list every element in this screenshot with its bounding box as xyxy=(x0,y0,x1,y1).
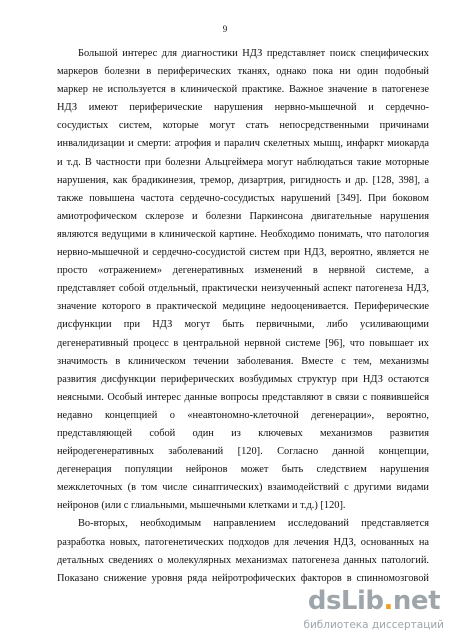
page-number: 9 xyxy=(222,24,228,34)
text-line: Большой интерес для диагностики НДЗ представляет поиск специфических xyxy=(78,48,429,59)
text-line: значение которого в практической медицине недооценивается. Периферические xyxy=(57,301,429,313)
text-line: Показано снижение уровня ряда нейротрофических факторов в спинномозговой xyxy=(57,572,429,584)
text-line: также повышена частота сердечно-сосудистых нарушений [349]. При боковом xyxy=(57,192,429,204)
text-line: нервно-мышечной и сердечно-сосудистой систем при НДЗ, вероятно, является не xyxy=(57,247,429,259)
logo-dot: . xyxy=(383,586,393,616)
logo-main: dsLib xyxy=(307,586,384,616)
site-watermark xyxy=(303,584,450,637)
text-line: сосудистых систем, которые могут стать непосредственными причинами xyxy=(57,120,429,132)
text-line: нейронов (или с глиальными, мышечными клетками и т.д.) [120]. xyxy=(57,500,346,512)
text-line: амиотрофическом склерозе и болезни Паркинсона двигательные нарушения xyxy=(57,210,429,222)
text-line: недавно концепцией о «неавтономно-клеточной дегенерации», вероятно, xyxy=(57,409,429,421)
text-line: разработка новых, патогенетических подходов для лечения НДЗ, основанных на xyxy=(57,536,429,548)
watermark-caption: библиотека диссертаций xyxy=(303,619,444,631)
logo-tld: net xyxy=(392,586,440,616)
text-line: и т.д. В частности при болезни Альцгеймера могут наблюдаться такие моторные xyxy=(57,156,429,168)
text-line: просто «отражением» дегенеративных изменений в нервной системе, а xyxy=(57,265,429,277)
text-line: дегенерация популяции нейронов может быть следствием нарушения xyxy=(57,464,429,476)
text-line: являются ведущими в клинической картине. Необходимо понимать, что патология xyxy=(57,228,429,240)
text-line: нарушения, как брадикинезия, тремор, дизартрия, ригидность и др. [128, 398], а xyxy=(57,174,429,186)
text-line: представляющей собой один из ключевых механизмов развития xyxy=(57,427,429,439)
text-line: Во-вторых, необходимым направлением исследований представляется xyxy=(78,518,429,530)
text-line: нейродегенеративных заболеваний [120]. Согласно данной концепции, xyxy=(57,446,429,458)
text-line: НДЗ имеют периферические нарушения нервно-мышечной и сердечно- xyxy=(57,102,429,114)
text-line: значимость в клиническом течении заболевания. Вместе с тем, механизмы xyxy=(57,355,429,367)
text-line: дисфункции при НДЗ могут быть первичными, либо усиливающими xyxy=(57,319,429,331)
dslib-logo xyxy=(308,586,440,616)
body-text xyxy=(57,45,429,588)
text-line: развития дисфункции периферических возбудимых структур при НДЗ остаются xyxy=(57,373,429,385)
text-line: межклеточных (в том числе синаптических) взаимодействий с другими видами xyxy=(57,482,429,494)
text-line: представляет собой отдельный, практически неизученный аспект патогенеза НДЗ, xyxy=(57,283,429,295)
text-line: неясными. Особый интерес данные вопросы представляют в связи с появившейся xyxy=(57,391,429,403)
text-line: детальных сведениях о молекулярных механизмах патогенеза данных патологий. xyxy=(57,554,429,566)
text-line: дегенеративный процесс в центральной нервной системе [96], что повышает их xyxy=(57,337,429,349)
text-line: маркер не используется в клинической практике. Важное значение в патогенезе xyxy=(57,84,429,96)
text-line: маркеров болезни в периферических тканях, однако пока ни один подобный xyxy=(57,66,429,78)
text-line: инвалидизации и смерти: атрофия и паралич скелетных мышц, инфаркт миокарда xyxy=(57,138,429,150)
